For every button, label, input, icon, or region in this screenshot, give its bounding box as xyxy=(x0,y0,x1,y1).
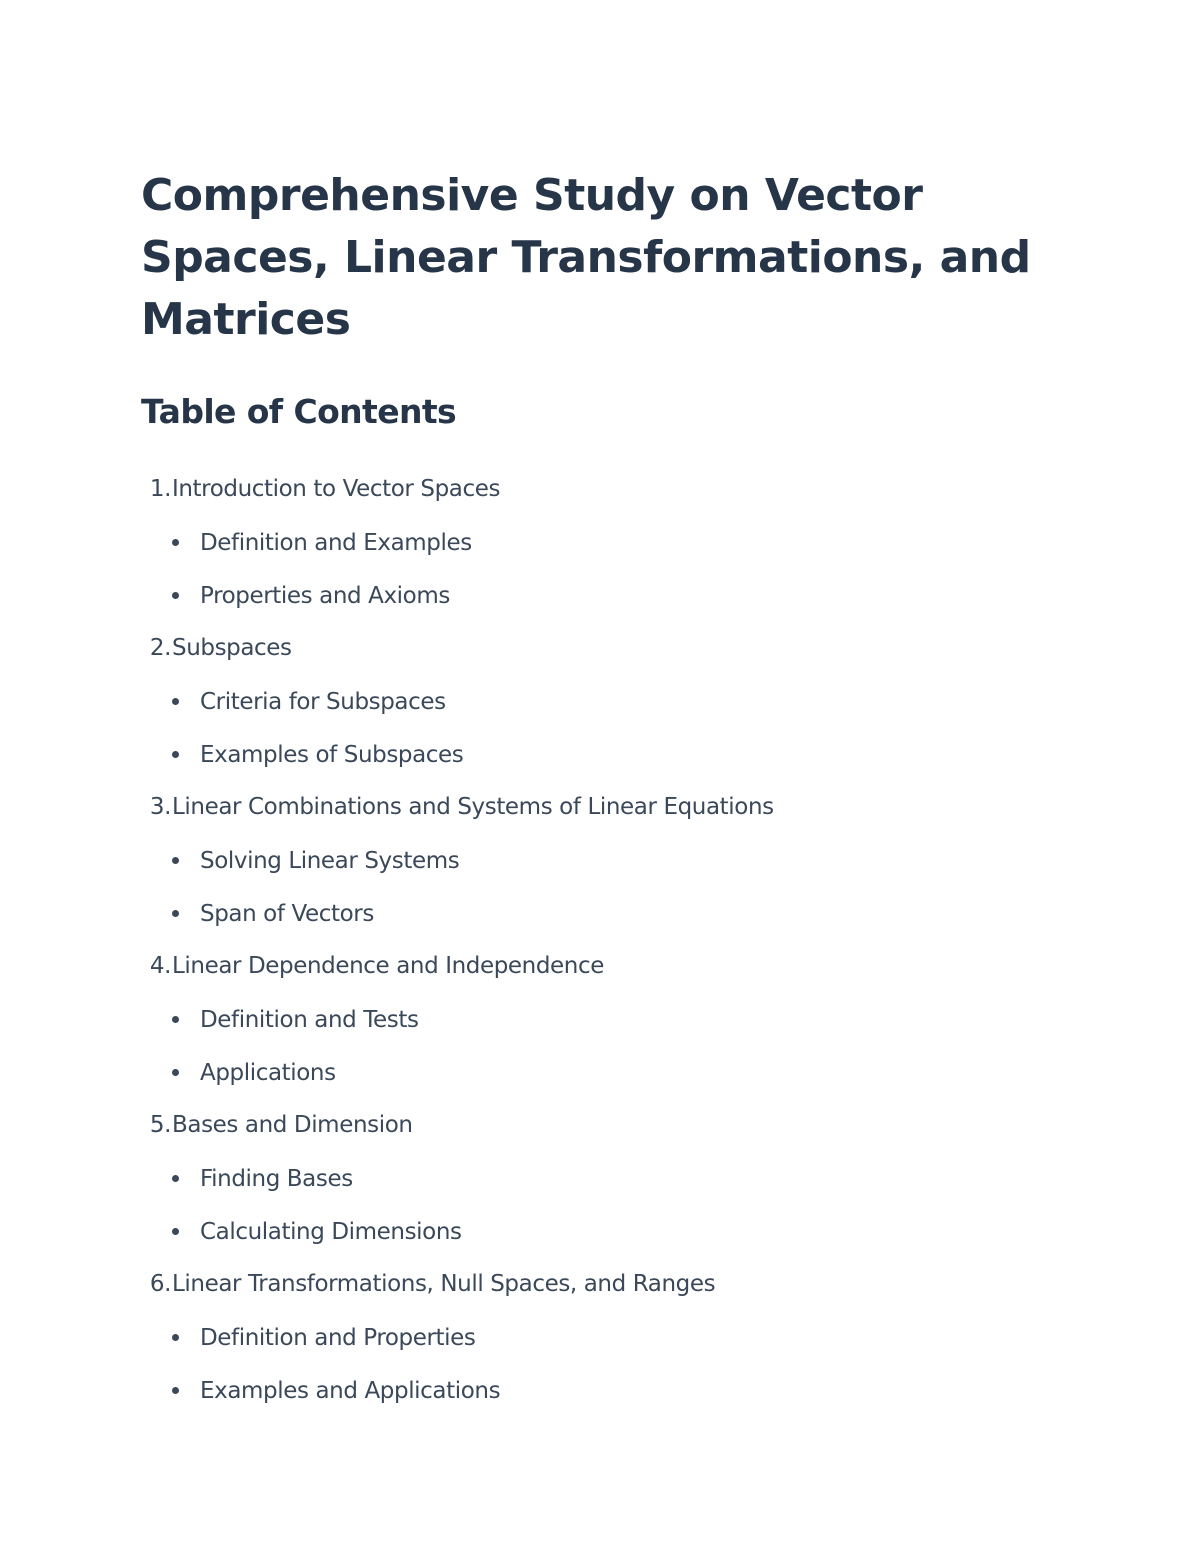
toc-subitem-label: Solving Linear Systems xyxy=(200,847,460,874)
toc-subitem-label: Applications xyxy=(200,1059,336,1086)
toc-entry xyxy=(141,622,1041,675)
toc-label: Subspaces xyxy=(172,635,292,661)
toc-sublist xyxy=(141,675,1041,781)
toc-entry xyxy=(141,940,1041,993)
toc-item xyxy=(141,1099,1041,1258)
toc-sublist xyxy=(141,993,1041,1099)
toc-subitem-label: Definition and Examples xyxy=(200,529,472,556)
toc-subitem-label: Examples and Applications xyxy=(200,1377,501,1404)
bullet-icon xyxy=(172,857,179,864)
toc-number: 3. xyxy=(149,794,171,820)
toc-number: 6. xyxy=(149,1271,171,1297)
toc-subitem xyxy=(141,993,1041,1046)
toc-label: Introduction to Vector Spaces xyxy=(172,476,501,502)
document-page xyxy=(141,165,1041,1417)
bullet-icon xyxy=(172,1334,179,1341)
toc-number: 1. xyxy=(149,476,171,502)
toc-subitem xyxy=(141,1364,1041,1417)
bullet-icon xyxy=(172,1016,179,1023)
toc-subitem xyxy=(141,1046,1041,1099)
bullet-icon xyxy=(172,1069,179,1076)
toc-number: 4. xyxy=(149,953,171,979)
toc-number: 5. xyxy=(149,1112,171,1138)
toc-label: Linear Combinations and Systems of Linear Equations xyxy=(172,794,774,820)
toc-label: Linear Dependence and Independence xyxy=(172,953,604,979)
toc-entry xyxy=(141,781,1041,834)
bullet-icon xyxy=(172,1175,179,1182)
table-of-contents xyxy=(141,463,1041,1417)
toc-number: 2. xyxy=(149,635,171,661)
toc-subitem-label: Properties and Axioms xyxy=(200,582,450,609)
document-title: Comprehensive Study on Vector Spaces, Linear Transformations, and Matrices xyxy=(141,170,1031,345)
bullet-icon xyxy=(172,910,179,917)
toc-sublist xyxy=(141,1311,1041,1417)
toc-item xyxy=(141,1258,1041,1417)
toc-sublist xyxy=(141,834,1041,940)
toc-item xyxy=(141,940,1041,1099)
toc-subitem xyxy=(141,516,1041,569)
toc-sublist xyxy=(141,516,1041,622)
bullet-icon xyxy=(172,1228,179,1235)
bullet-icon xyxy=(172,751,179,758)
toc-subitem-label: Span of Vectors xyxy=(200,900,374,927)
toc-label: Bases and Dimension xyxy=(172,1112,413,1138)
toc-item xyxy=(141,463,1041,622)
toc-subitem-label: Criteria for Subspaces xyxy=(200,688,446,715)
toc-subitem-label: Definition and Tests xyxy=(200,1006,419,1033)
toc-subitem-label: Definition and Properties xyxy=(200,1324,476,1351)
toc-subitem-label: Finding Bases xyxy=(200,1165,353,1192)
toc-entry xyxy=(141,1258,1041,1311)
bullet-icon xyxy=(172,1387,179,1394)
toc-subitem xyxy=(141,834,1041,887)
toc-subitem xyxy=(141,728,1041,781)
toc-subitem xyxy=(141,1205,1041,1258)
toc-subitem xyxy=(141,569,1041,622)
toc-subitem xyxy=(141,887,1041,940)
bullet-icon xyxy=(172,698,179,705)
toc-entry xyxy=(141,1099,1041,1152)
toc-subitem-label: Examples of Subspaces xyxy=(200,741,464,768)
bullet-icon xyxy=(172,539,179,546)
bullet-icon xyxy=(172,592,179,599)
toc-subitem-label: Calculating Dimensions xyxy=(200,1218,462,1245)
toc-item xyxy=(141,622,1041,781)
toc-entry xyxy=(141,463,1041,516)
toc-item xyxy=(141,781,1041,940)
toc-subitem xyxy=(141,1311,1041,1364)
toc-subitem xyxy=(141,675,1041,728)
toc-sublist xyxy=(141,1152,1041,1258)
toc-subitem xyxy=(141,1152,1041,1205)
toc-heading: Table of Contents xyxy=(141,392,457,431)
toc-label: Linear Transformations, Null Spaces, and Ranges xyxy=(172,1271,716,1297)
